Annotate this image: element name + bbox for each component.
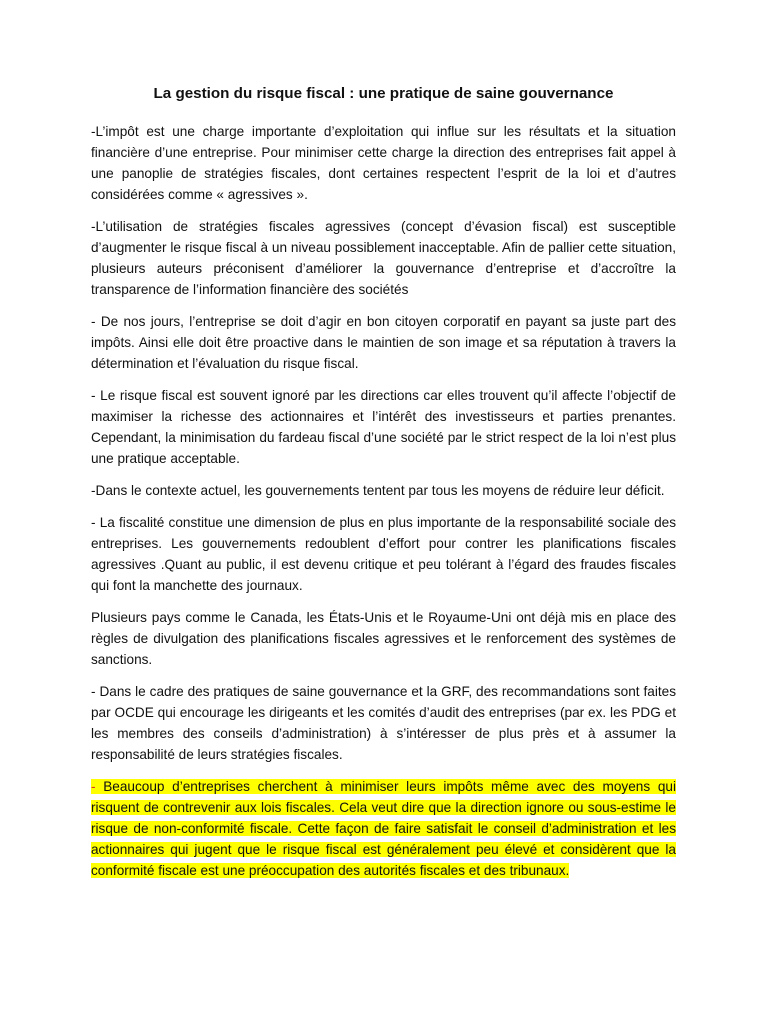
paragraph-2: -L’utilisation de stratégies fiscales agressives (concept d’évasion fiscal) est susceptible d’augmenter le risque fiscal à un niveau possiblement inacceptable. Afin de pallier cette situation, plusieurs auteurs préconisent d’améliorer la gouvernance d’entreprise et d’accroître la transparence de l’information financière des sociétés (91, 219, 676, 297)
highlighted-text: Beaucoup d’entreprises cherchent à minimiser leurs impôts même avec des moyens qui risquent de contrevenir aux lois fiscales. Cela veut dire que la direction ignore ou sous-estime le risque de non-conformité fiscale. Cette façon de faire satisfait le conseil d’administration et les actionnaires qui jugent que le risque fiscal est généralement peu élevé et considèrent que la conformité fiscale est une préoccupation des autorités fiscales et des tribunaux. (91, 779, 676, 878)
paragraph-8: - Dans le cadre des pratiques de saine gouvernance et la GRF, des recommandations sont faites par OCDE qui encourage les dirigeants et les comités d’audit des entreprises (par ex. les PDG et les membres des conseils d’administration) à s’intéresser de plus près et à assumer la responsabilité de leurs stratégies fiscales. (91, 684, 676, 762)
paragraph-3: - De nos jours, l’entreprise se doit d’agir en bon citoyen corporatif en payant sa juste part des impôts. Ainsi elle doit être proactive dans le maintien de son image et sa réputation à travers la détermination et l’évaluation du risque fiscal. (91, 314, 676, 371)
document-page (91, 84, 676, 892)
document-title: La gestion du risque fiscal : une pratique de saine gouvernance (153, 85, 614, 102)
paragraph-1: -L’impôt est une charge importante d’exploitation qui influe sur les résultats et la situation financière d’une entreprise. Pour minimiser cette charge la direction des entreprises fait appel à une panoplie de stratégies fiscales, dont certaines respectent l’esprit de la loi et d’autres considérées comme « agressives ». (91, 124, 676, 202)
paragraph-5: -Dans le contexte actuel, les gouvernements tentent par tous les moyens de réduire leur déficit. (91, 483, 665, 498)
paragraph-7: Plusieurs pays comme le Canada, les États-Unis et le Royaume-Uni ont déjà mis en place des règles de divulgation des planifications fiscales agressives et le renforcement des systèmes de sanctions. (91, 610, 676, 667)
highlight-dash: - (91, 779, 96, 794)
paragraph-4: - Le risque fiscal est souvent ignoré par les directions car elles trouvent qu’il affecte l’objectif de maximiser la richesse des actionnaires et l’intérêt des investisseurs et parties prenantes. Cependant, la minimisation du fardeau fiscal d’une société par le strict respect de la loi n’est plus une pratique acceptable. (91, 388, 676, 466)
paragraph-6: - La fiscalité constitue une dimension de plus en plus importante de la responsabilité sociale des entreprises. Les gouvernements redoublent d’effort pour contrer les planifications fiscales agressives .Quant au public, il est devenu critique et peu tolérant à l’égard des fraudes fiscales qui font la manchette des journaux. (91, 515, 676, 593)
highlighted-paragraph (91, 776, 676, 881)
